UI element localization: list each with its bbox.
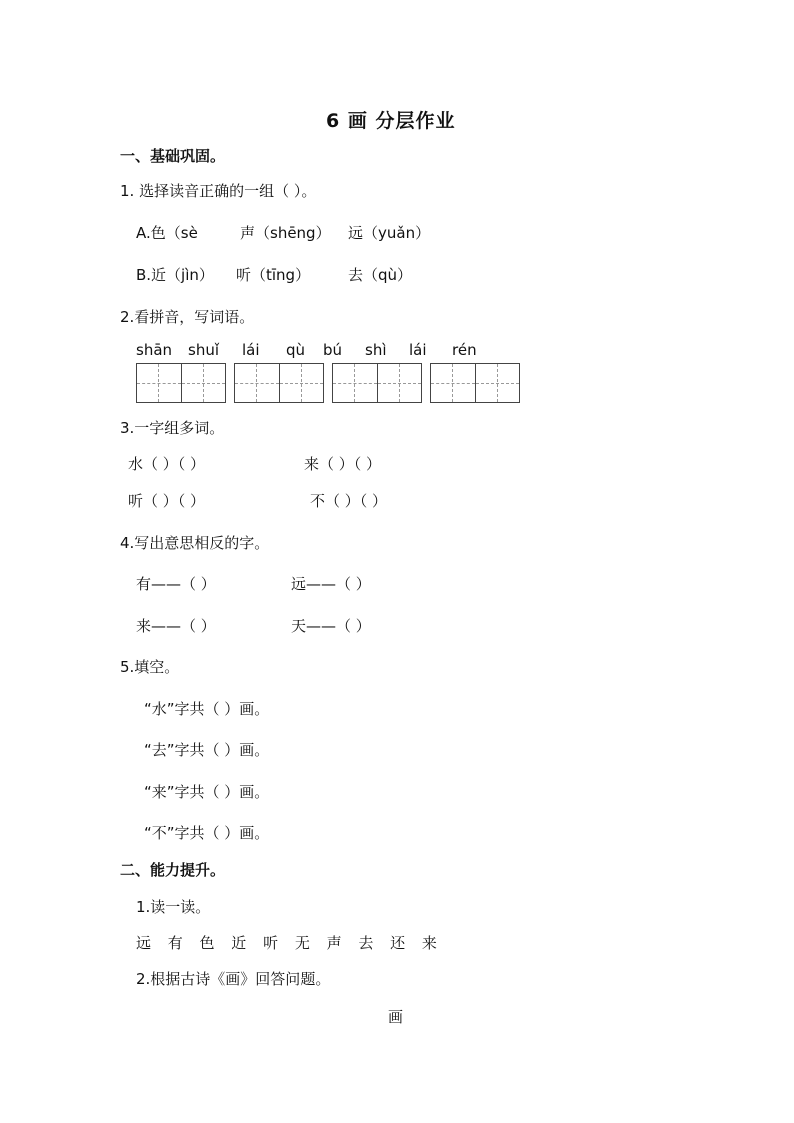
poem-title: 画 bbox=[388, 1008, 404, 1026]
q1-option-a-3: 远（yuǎn） bbox=[348, 224, 431, 242]
pinyin-6: shì bbox=[365, 341, 387, 359]
q4-row2-item1: 来——（ ） bbox=[136, 617, 216, 635]
q3-row2-item2: 不（ ）（ ） bbox=[310, 492, 388, 510]
writing-cell[interactable] bbox=[137, 364, 181, 402]
q5-item-4: “不”字共（ ）画。 bbox=[144, 824, 270, 842]
section-heading-basic: 一、基础巩固。 bbox=[120, 147, 226, 165]
question-5-prompt: 5.填空。 bbox=[120, 658, 180, 676]
writing-cell[interactable] bbox=[235, 364, 279, 402]
writing-cell[interactable] bbox=[279, 364, 323, 402]
q5-item-2: “去”字共（ ）画。 bbox=[144, 741, 270, 759]
pinyin-3: lái bbox=[242, 341, 260, 359]
section-heading-improve: 二、能力提升。 bbox=[120, 861, 226, 879]
writing-grid-3[interactable] bbox=[332, 363, 422, 403]
p2-prompt: 2.根据古诗《画》回答问题。 bbox=[136, 970, 331, 988]
q3-row1-item1: 水（ ）（ ） bbox=[128, 455, 206, 473]
writing-cell[interactable] bbox=[431, 364, 475, 402]
question-1-prompt: 1. 选择读音正确的一组（ ）。 bbox=[120, 182, 317, 200]
p1-reading-chars: 远 有 色 近 听 无 声 去 还 来 bbox=[136, 934, 443, 952]
question-4-prompt: 4.写出意思相反的字。 bbox=[120, 534, 270, 552]
q5-item-3: “来”字共（ ）画。 bbox=[144, 783, 270, 801]
q3-row1-item2: 来（ ）（ ） bbox=[304, 455, 382, 473]
q1-option-b-3: 去（qù） bbox=[348, 266, 413, 284]
pinyin-7: lái bbox=[409, 341, 427, 359]
q1-option-a-1: A.色（sè bbox=[136, 224, 198, 242]
q1-option-a-2: 声（shēng） bbox=[240, 224, 331, 242]
writing-cell[interactable] bbox=[377, 364, 421, 402]
pinyin-1: shān bbox=[136, 341, 173, 359]
question-3-prompt: 3.一字组多词。 bbox=[120, 419, 225, 437]
pinyin-4: qù bbox=[286, 341, 306, 359]
pinyin-5: bú bbox=[323, 341, 343, 359]
page-title: 6 画 分层作业 bbox=[326, 110, 456, 132]
p1-prompt: 1.读一读。 bbox=[136, 898, 211, 916]
q3-row2-item1: 听（ ）（ ） bbox=[128, 492, 206, 510]
q4-row1-item2: 远——（ ） bbox=[291, 575, 371, 593]
pinyin-8: rén bbox=[452, 341, 477, 359]
question-2-prompt: 2.看拼音，写词语。 bbox=[120, 308, 255, 326]
pinyin-2: shuǐ bbox=[188, 341, 219, 359]
writing-grid-1[interactable] bbox=[136, 363, 226, 403]
writing-grid-2[interactable] bbox=[234, 363, 324, 403]
writing-grid-4[interactable] bbox=[430, 363, 520, 403]
writing-cell[interactable] bbox=[181, 364, 225, 402]
q4-row1-item1: 有——（ ） bbox=[136, 575, 216, 593]
q5-item-1: “水”字共（ ）画。 bbox=[144, 700, 270, 718]
writing-cell[interactable] bbox=[333, 364, 377, 402]
q1-option-b-1: B.近（jìn） bbox=[136, 266, 214, 284]
q4-row2-item2: 天——（ ） bbox=[291, 617, 371, 635]
writing-cell[interactable] bbox=[475, 364, 519, 402]
q1-option-b-2: 听（tīng） bbox=[236, 266, 311, 284]
